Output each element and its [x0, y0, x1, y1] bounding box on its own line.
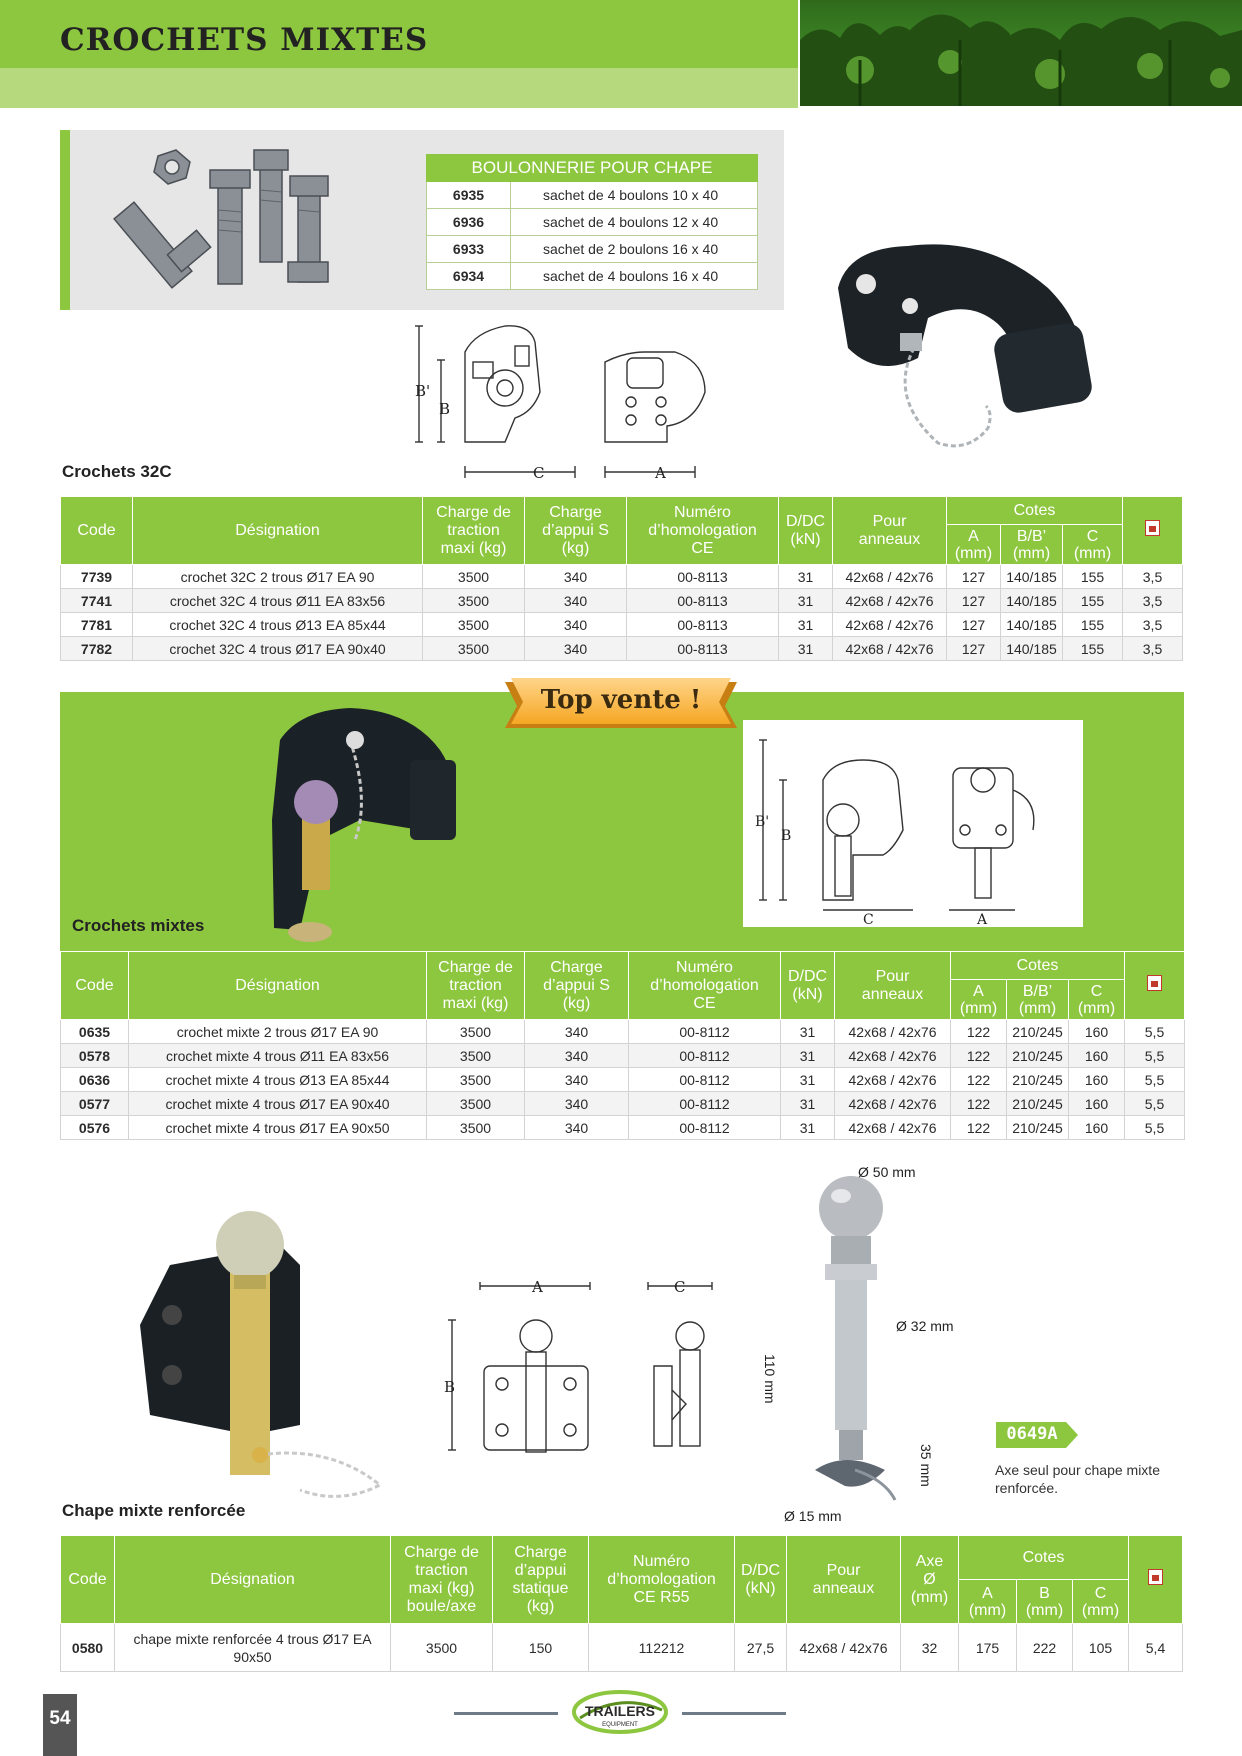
dim-d15: Ø 15 mm — [784, 1508, 842, 1524]
table-row: 0577 crochet mixte 4 trous Ø17 EA 90x40 3500 340 00-8112 31 42x68 / 42x76 122 210/245 160 5,5 — [61, 1092, 1185, 1116]
dim-l35: 35 mm — [918, 1444, 934, 1487]
chape-photo — [130, 1205, 400, 1505]
svg-text:C: C — [863, 912, 874, 927]
table-crochets-mixtes: Code Désignation Charge de traction maxi (kg) Charge d’appui S (kg) Numéro d’homologation CE D/DC (kN) Pour anneaux Cotes A (mm) B/B’ (mm) C (mm) 0635 crochet mixte 2 trous Ø17 EA 90 3500 340 00-8112 31 42x68 / 42x76 122 210/245 160 5,5 0578 crochet mixte 4 trous Ø11 EA 83x56 3500 340 00-8112 31 42x68 / 42x76 122 210/245 160 5,5 0636 crochet mixte 4 trous Ø13 EA 85x44 3500 340 00-8112 31 42x68 / 42x76 122 210/245 160 5,5 0577 crochet mixte 4 trous Ø17 EA 90x40 3500 340 00-8112 31 42x68 / 42x76 122 210/245 160 5,5 0576 crochet mixte 4 trous Ø17 EA 90x50 3500 340 00-8112 31 42x68 / 42x76 122 210/245 160 5,5 — [60, 951, 1185, 1140]
caption-crochets-32c: Crochets 32C — [62, 462, 172, 481]
page-number: 54 — [43, 1694, 77, 1756]
table-row: 7781 crochet 32C 4 trous Ø13 EA 85x44 3500 340 00-8113 31 42x68 / 42x76 127 140/185 155 3,5 — [61, 613, 1183, 637]
label-b-prime: B' — [415, 382, 431, 400]
label-c: C — [533, 464, 545, 482]
table-row: 0635 crochet mixte 2 trous Ø17 EA 90 3500 340 00-8112 31 42x68 / 42x76 122 210/245 160 5,5 — [61, 1020, 1185, 1044]
top-vente-label: Top vente ! — [540, 685, 702, 715]
bolt-table-heading: BOULONNERIE POUR CHAPE — [427, 155, 758, 182]
label-a: A — [655, 464, 666, 482]
svg-text:B: B — [781, 828, 792, 844]
caption-crochets-mixtes: Crochets mixtes — [72, 916, 205, 935]
dim-d50: Ø 50 mm — [858, 1164, 916, 1180]
trailers-logo — [570, 1688, 670, 1736]
table-row: 6935 sachet de 4 boulons 10 x 40 — [427, 182, 758, 209]
logo-main-text: TRAILERS — [585, 1703, 655, 1719]
table-row: 6934 sachet de 4 boulons 16 x 40 — [427, 263, 758, 290]
axe-photo — [785, 1170, 915, 1510]
table-row: 7782 crochet 32C 4 trous Ø17 EA 90x40 3500 340 00-8113 31 42x68 / 42x76 127 140/185 155 3,5 — [61, 637, 1183, 661]
table-row: 0580 chape mixte renforcée 4 trous Ø17 EA 90x50 3500 150 112212 27,5 42x68 / 42x76 32 175 222 105 5,4 — [61, 1624, 1183, 1672]
label-b: B — [439, 400, 451, 418]
table-row: 0636 crochet mixte 4 trous Ø13 EA 85x44 3500 340 00-8112 31 42x68 / 42x76 122 210/245 160 5,5 — [61, 1068, 1185, 1092]
forest-banner-image — [800, 0, 1242, 106]
table-row: 6933 sachet de 2 boulons 16 x 40 — [427, 236, 758, 263]
svg-text:B': B' — [755, 814, 770, 830]
table-chape: Code Désignation Charge de traction maxi (kg) boule/axe Charge d’appui statique (kg) Numéro d’homologation CE R55 D/DC (kN) Pour anneaux Axe Ø (mm) Cotes A (mm) B (mm) C (mm) 0580 chape mixte renforcée 4 trous Ø17 EA 90x50 3500 150 112212 27,5 42x68 / 42x76 32 175 222 105 5,4 — [60, 1535, 1183, 1672]
weight-icon — [1148, 1569, 1163, 1585]
chape-drawing — [440, 1280, 720, 1480]
table-row: 0576 crochet mixte 4 trous Ø17 EA 90x50 3500 340 00-8112 31 42x68 / 42x76 122 210/245 160 5,5 — [61, 1116, 1185, 1140]
logo-sub-text: EQUIPMENT — [602, 1722, 638, 1728]
mixed-hook-drawing — [743, 720, 1083, 927]
svg-text:A: A — [977, 912, 988, 927]
header-subband — [0, 68, 798, 108]
table-row: 0578 crochet mixte 4 trous Ø11 EA 83x56 3500 340 00-8112 31 42x68 / 42x76 122 210/245 160 5,5 — [61, 1044, 1185, 1068]
svg-text:A: A — [532, 1280, 543, 1296]
table-crochets-32c: Code Désignation Charge de traction maxi (kg) Charge d’appui S (kg) Numéro d’homologation CE D/DC (kN) Pour anneaux Cotes A (mm) B/B’ (mm) C (mm) 7739 crochet 32C 2 trous Ø17 EA 90 3500 340 00-8113 31 42x68 / 42x76 127 140/185 155 3,5 7741 crochet 32C 4 trous Ø11 EA 83x56 3500 340 00-8113 31 42x68 / 42x76 127 140/185 155 3,5 7781 crochet 32C 4 trous Ø13 EA 85x44 3500 340 00-8113 31 42x68 / 42x76 127 140/185 155 3,5 7782 crochet 32C 4 trous Ø17 EA 90x40 3500 340 00-8113 31 42x68 / 42x76 127 140/185 155 3,5 — [60, 496, 1183, 661]
mixed-hook-photo — [260, 700, 470, 945]
bolts-photo — [100, 140, 350, 300]
footer-line-right — [682, 1712, 786, 1715]
svg-text:C: C — [674, 1280, 686, 1296]
page-title: CROCHETS MIXTES — [60, 22, 429, 58]
table-row: 7739 crochet 32C 2 trous Ø17 EA 90 3500 340 00-8113 31 42x68 / 42x76 127 140/185 155 3,5 — [61, 565, 1183, 589]
axe-code-label: 0649A — [1006, 1424, 1058, 1444]
dim-l110: 110 mm — [762, 1354, 778, 1404]
weight-icon — [1145, 520, 1160, 536]
table-row: 7741 crochet 32C 4 trous Ø11 EA 83x56 3500 340 00-8113 31 42x68 / 42x76 127 140/185 155 3,5 — [61, 589, 1183, 613]
caption-chape: Chape mixte renforcée — [62, 1501, 246, 1520]
svg-text:B: B — [444, 1378, 456, 1396]
weight-icon — [1147, 975, 1162, 991]
footer-line-left — [454, 1712, 558, 1715]
axe-description: Axe seul pour chape mixte renforcée. — [995, 1462, 1160, 1496]
hook-32c-drawing — [405, 322, 750, 482]
table-row: 6936 sachet de 4 boulons 12 x 40 — [427, 209, 758, 236]
hook-32c-photo — [818, 228, 1103, 468]
dim-d32: Ø 32 mm — [896, 1318, 954, 1334]
bolt-table — [426, 154, 758, 290]
